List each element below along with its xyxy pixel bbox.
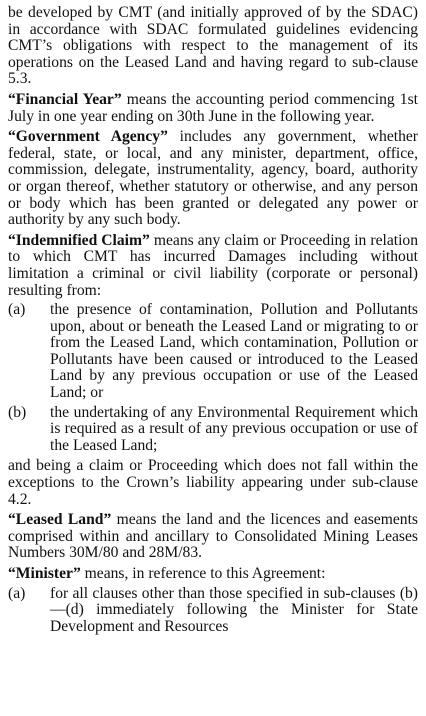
list-item bbox=[8, 405, 418, 455]
definition-government-agency bbox=[8, 129, 418, 229]
lead-in-paragraph: be developed by CMT (and initially approved of by the SDAC) in accordance with SDAC formulated guidelines evidencing CMT’s obligations with respect to the management of its operations on the Leased Land and having regard to sub-clause 5.3. bbox=[8, 4, 418, 88]
defined-term: “Leased Land” bbox=[8, 511, 112, 529]
definition-text: means the accounting period commencing 1st July in one year ending on 30th June in the following year. bbox=[8, 90, 418, 125]
list-item-label: (a) bbox=[8, 584, 26, 602]
list-item-text: the presence of contamination, Pollution and Pollutants upon, about or beneath the Leased Land or migrating to or from the Leased Land, which contamination, Pollution or Pollutants have been caused or introduced to the Leased Land by any previous occupation or use of the Leased Land; or bbox=[50, 301, 418, 402]
indemnified-claim-continuation: and being a claim or Proceeding which does not fall within the exceptions to the Crown’s liability appearing under sub-clause 4.2. bbox=[8, 457, 418, 508]
document-page bbox=[8, 5, 418, 635]
definition-text: includes any government, whether federal, state, or local, and any minister, department, office, commission, delegate, instrumentality, agency, board, authority or organ thereof, whether statutory or otherwise, and any person or body which has been granted or delegated any power or authority by any such body. bbox=[8, 128, 418, 229]
defined-term: “Minister” bbox=[8, 565, 81, 582]
list-item-text: the undertaking of any Environmental Requirement which is required as a result of any previous occupation or use of the Leased Land; bbox=[50, 403, 418, 454]
definition-text: means any claim or Proceeding in relation to which CMT has incurred Damages including without limitation a criminal or civil liability (corporate or personal) resulting from: bbox=[8, 231, 418, 299]
definition-financial-year bbox=[8, 92, 418, 125]
definition-minister bbox=[8, 566, 418, 583]
defined-term: “Indemnified Claim” bbox=[8, 231, 150, 249]
definition-leased-land bbox=[8, 512, 418, 562]
defined-term: “Government Agency” bbox=[8, 128, 168, 146]
defined-term: “Financial Year” bbox=[8, 90, 122, 108]
definition-text: means the land and the licences and easements comprised within and ancillary to Consolidated Mining Leases Numbers 30M/80 and 28M/83. bbox=[8, 511, 418, 562]
list-item-text: for all clauses other than those specified in sub-clauses (b)—(d) immediately following the Minister for State Development and Resources bbox=[50, 584, 418, 635]
list-item-label: (b) bbox=[8, 403, 27, 421]
definition-indemnified-claim bbox=[8, 233, 418, 299]
list-item bbox=[8, 302, 418, 402]
definition-text: means, in reference to this Agreement: bbox=[80, 565, 326, 582]
list-item bbox=[8, 586, 418, 636]
list-item-label: (a) bbox=[8, 301, 26, 319]
